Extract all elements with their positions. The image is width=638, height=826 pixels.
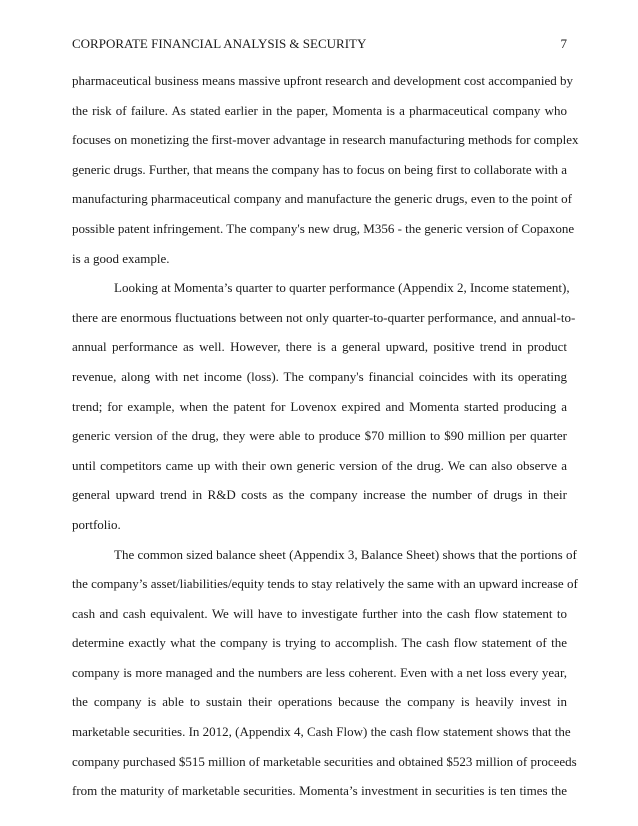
text-line-paragraph-start: Looking at Momenta’s quarter to quarter performance (Appendix 2, Income statement), [114,280,570,296]
text-line: general upward trend in R&D costs as the company increase the number of drugs in their [72,487,567,503]
text-line: there are enormous fluctuations between not only quarter-to-quarter performance, and annual-to- [72,309,576,325]
text-line: until competitors came up with their own generic version of the drug. We can also observe a [72,457,567,473]
text-line: pharmaceutical business means massive upfront research and development cost accompanied by [72,73,574,88]
running-header [72,35,567,53]
text-line: revenue, along with net income (loss). The company's financial coincides with its operating [72,368,567,384]
text-line: possible patent infringement. The company's new drug, M356 - the generic version of Copaxone [72,220,575,236]
text-line: marketable securities. In 2012, (Appendix 4, Cash Flow) the cash flow statement shows that the [72,724,571,740]
text-line: generic version of the drug, they were able to produce $70 million to $90 million per quarter [72,428,567,444]
text-line: the company is able to sustain their operations because the company is heavily invest in [72,694,567,710]
text-line: annual performance as well. However, there is a general upward, positive trend in product [72,339,567,355]
text-line-paragraph-start: The common sized balance sheet (Appendix 3, Balance Sheet) shows that the portions of [114,546,577,562]
text-line: is a good example. [72,250,170,266]
text-line: focuses on monetizing the first-mover advantage in research manufacturing methods for complex [72,132,579,148]
text-line: determine exactly what the company is trying to accomplish. The cash flow statement of the [72,635,567,651]
text-line: company is more managed and the numbers are less coherent. Even with a net loss every year, [72,664,567,680]
text-line: company purchased $515 million of marketable securities and obtained $523 million of proceeds [72,753,577,769]
text-line: portfolio. [72,516,121,532]
text-line: generic drugs. Further, that means the company has to focus on being first to collaborate with a [72,161,567,177]
text-line: from the maturity of marketable securities. Momenta’s investment in securities is ten times the [72,783,567,799]
text-line: trend; for example, when the patent for Lovenox expired and Momenta started producing a [72,398,567,414]
text-line: the risk of failure. As stated earlier in the paper, Momenta is a pharmaceutical company who [72,102,567,118]
text-line: manufacturing pharmaceutical company and manufacture the generic drugs, even to the point of [72,191,572,207]
page-number: 7 [560,36,567,51]
text-line: the company’s asset/liabilities/equity tends to stay relatively the same with an upward increase of [72,576,578,592]
text-line: cash and cash equivalent. We will have to investigate further into the cash flow statement to [72,605,567,621]
running-head-title: CORPORATE FINANCIAL ANALYSIS & SECURITY [72,36,367,51]
body-text [72,71,579,811]
